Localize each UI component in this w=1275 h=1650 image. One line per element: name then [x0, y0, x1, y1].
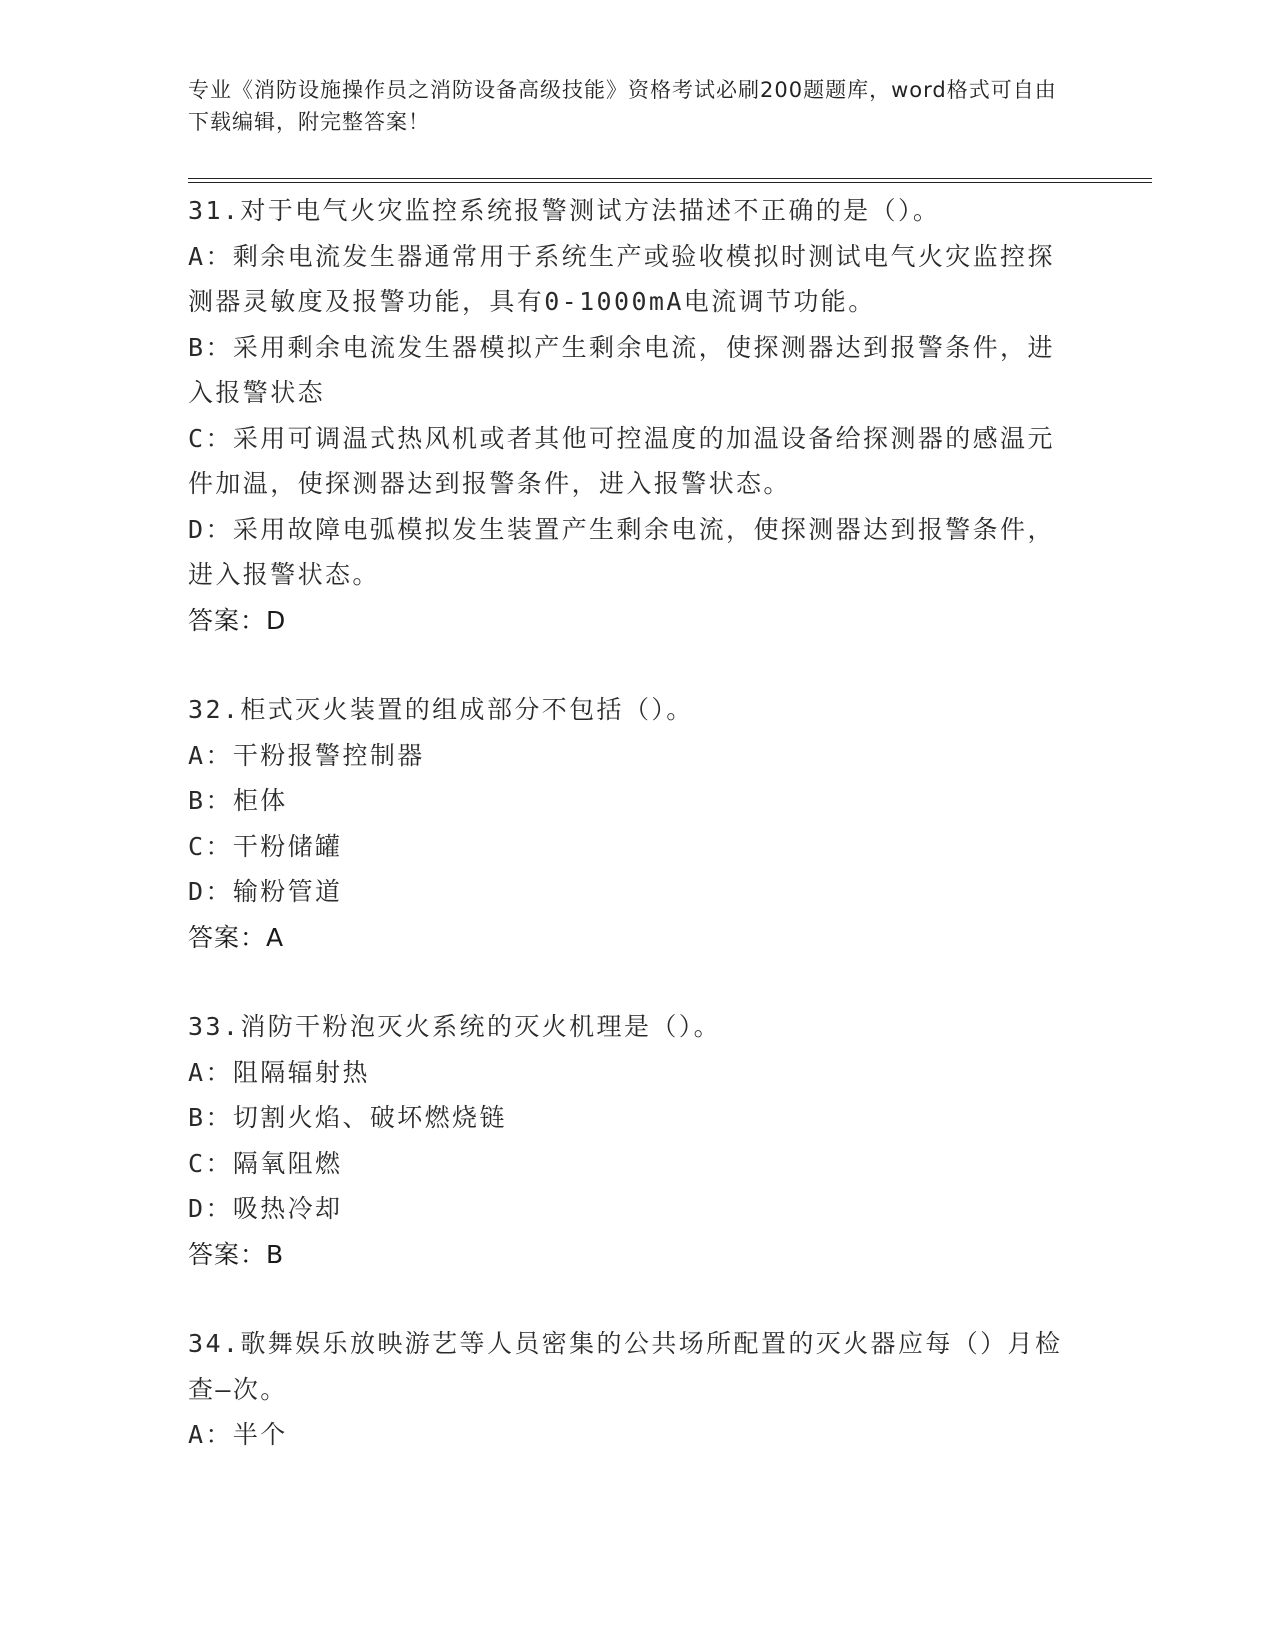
option-a: A：半个	[188, 1420, 288, 1449]
option-a: A：剩余电流发生器通常用于系统生产或验收模拟时测试电气火灾监控探测器灵敏度及报警功能，具有0-1000mA电流调节功能。	[188, 241, 1055, 316]
question-33	[188, 1004, 1068, 1277]
question-stem: 31.对于电气火灾监控系统报警测试方法描述不正确的是（）。	[188, 196, 941, 225]
question-stem: 34.歌舞娱乐放映游艺等人员密集的公共场所配置的灭火器应每（）月检查—次。	[188, 1329, 1063, 1404]
option-d: D：采用故障电弧模拟发生装置产生剩余电流，使探测器达到报警条件，进入报警状态。	[188, 514, 1055, 589]
option-d: D：输粉管道	[188, 877, 343, 906]
header-divider	[188, 178, 1152, 179]
answer-line: 答案：B	[188, 1239, 285, 1269]
question-stem: 33.消防干粉泡灭火系统的灭火机理是（）。	[188, 1012, 722, 1041]
header-divider-double	[188, 182, 1152, 183]
question-list	[188, 188, 1068, 1458]
question-31	[188, 188, 1068, 643]
option-b: B：柜体	[188, 786, 288, 815]
option-b: B：采用剩余电流发生器模拟产生剩余电流，使探测器达到报警条件，进入报警状态	[188, 332, 1055, 407]
document-header: 专业《消防设施操作员之消防设备高级技能》资格考试必刷200题题库，word格式可自由下载编辑，附完整答案！	[188, 78, 1057, 134]
option-c: C：采用可调温式热风机或者其他可控温度的加温设备给探测器的感温元件加温，使探测器达到报警条件，进入报警状态。	[188, 423, 1055, 498]
option-c: C：隔氧阻燃	[188, 1148, 343, 1178]
option-d: D：吸热冷却	[188, 1194, 343, 1223]
answer-line: 答案：D	[188, 605, 287, 635]
question-stem: 32.柜式灭火装置的组成部分不包括（）。	[188, 695, 694, 724]
question-34	[188, 1321, 1068, 1458]
question-32	[188, 687, 1068, 960]
option-a: A：干粉报警控制器	[188, 740, 425, 770]
option-b: B：切割火焰、破坏燃烧链	[188, 1103, 507, 1132]
option-a: A：阻隔辐射热	[188, 1057, 370, 1087]
answer-line: 答案：A	[188, 922, 285, 952]
option-c: C：干粉储罐	[188, 831, 343, 861]
